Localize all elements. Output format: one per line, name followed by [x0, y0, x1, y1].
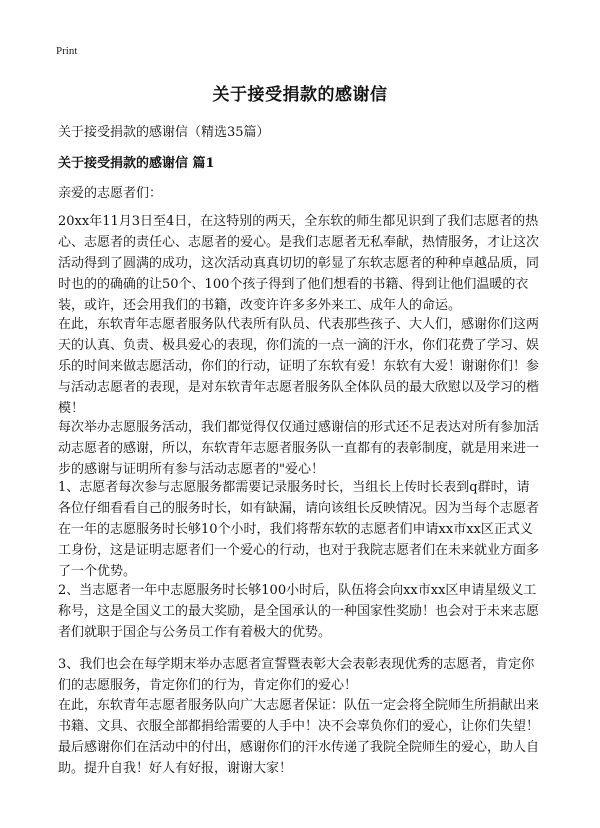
- greeting: 亲爱的志愿者们：: [58, 186, 163, 201]
- document-subtitle: 关于接受捐款的感谢信（精选35篇）: [58, 125, 270, 140]
- page-title: 关于接受捐款的感谢信: [212, 85, 388, 105]
- body-paragraph-3: 每次举办志愿服务活动，我们都觉得仅仅通过感谢信的形式还不足表达对所有参加活动志愿者的感谢，所以，东软青年志愿者服务队一直都有的表彰制度，就是用来进一步的感谢与证明所有参与活动志愿者的"爱心！: [58, 420, 540, 477]
- print-link[interactable]: Print: [56, 45, 78, 57]
- body-paragraph-5: 2、当志愿者一年中志愿服务时长够100小时后，队伍将会向xx市xx区申请星级义工称号，这是全国义工的最大奖励，是全国承认的一种国家性奖励！也会对于未来志愿者们就职于国企与公务员工作有着极大的优势。: [58, 583, 540, 640]
- body-paragraph-1: 20xx年11月3日至4日，在这特别的两天，全东软的师生都见识到了我们志愿者的热心、志愿者的责任心、志愿者的爱心。是我们志愿者无私奉献，热情服务，才让这次活动得到了圆满的成功，这次活动真真切切的彰显了东软志愿者的种种卓越品质，同时也的的确确的让50个、100个孩子得到了他们想看的书籍、得到让他们温暖的衣装，或许，还会用我们的书籍，改变许许多多外来工、成年人的命运。: [58, 214, 540, 313]
- body-paragraph-2: 在此，东软青年志愿者服务队代表所有队员、代表那些孩子、大人们，感谢你们这两天的认真、负责、极具爱心的表现，你们流的一点一滴的汗水，你们花费了学习、娱乐的时间来做志愿活动，你们的行动，证明了东软有爱！东软有大爱！谢谢你们！参与活动志愿者的表现，是对东软青年志愿者服务队全体队员的最大欣慰以及学习的楷模！: [58, 317, 540, 416]
- body-paragraph-4: 1、志愿者每次参与志愿服务都需要记录服务时长，当组长上传时长表到q群时，请各位仔细看看自己的服务时长，如有缺漏，请向该组长反映情况。因为当每个志愿者在一年的志愿服务时长够10个小时，我们将帮东软的志愿者们申请xx市xx区正式义工身份，这是证明志愿者们一个爱心的行动，也对于我院志愿者们在未来就业方面多了一个优势。: [58, 480, 540, 579]
- body-paragraph-6: 3、我们也会在每学期末举办志愿者宣誓暨表彰大会表彰表现优秀的志愿者，肯定你们的志愿服务，肯定你们的行为，肯定你们的爱心！: [58, 657, 535, 693]
- body-paragraph-7: 在此，东软青年志愿者服务队向广大志愿者保证：队伍一定会将全院师生所捐献出来书籍、文具、衣服全部都捐给需要的人手中！决不会辜负你们的爱心，让你们失望！最后感谢你们在活动中的付出，感谢你们的汗水传递了我院全院师生的爱心，助人自助。提升自我！好人有好报，谢谢大家！: [58, 698, 540, 776]
- section-heading: 关于接受捐款的感谢信 篇1: [58, 156, 215, 171]
